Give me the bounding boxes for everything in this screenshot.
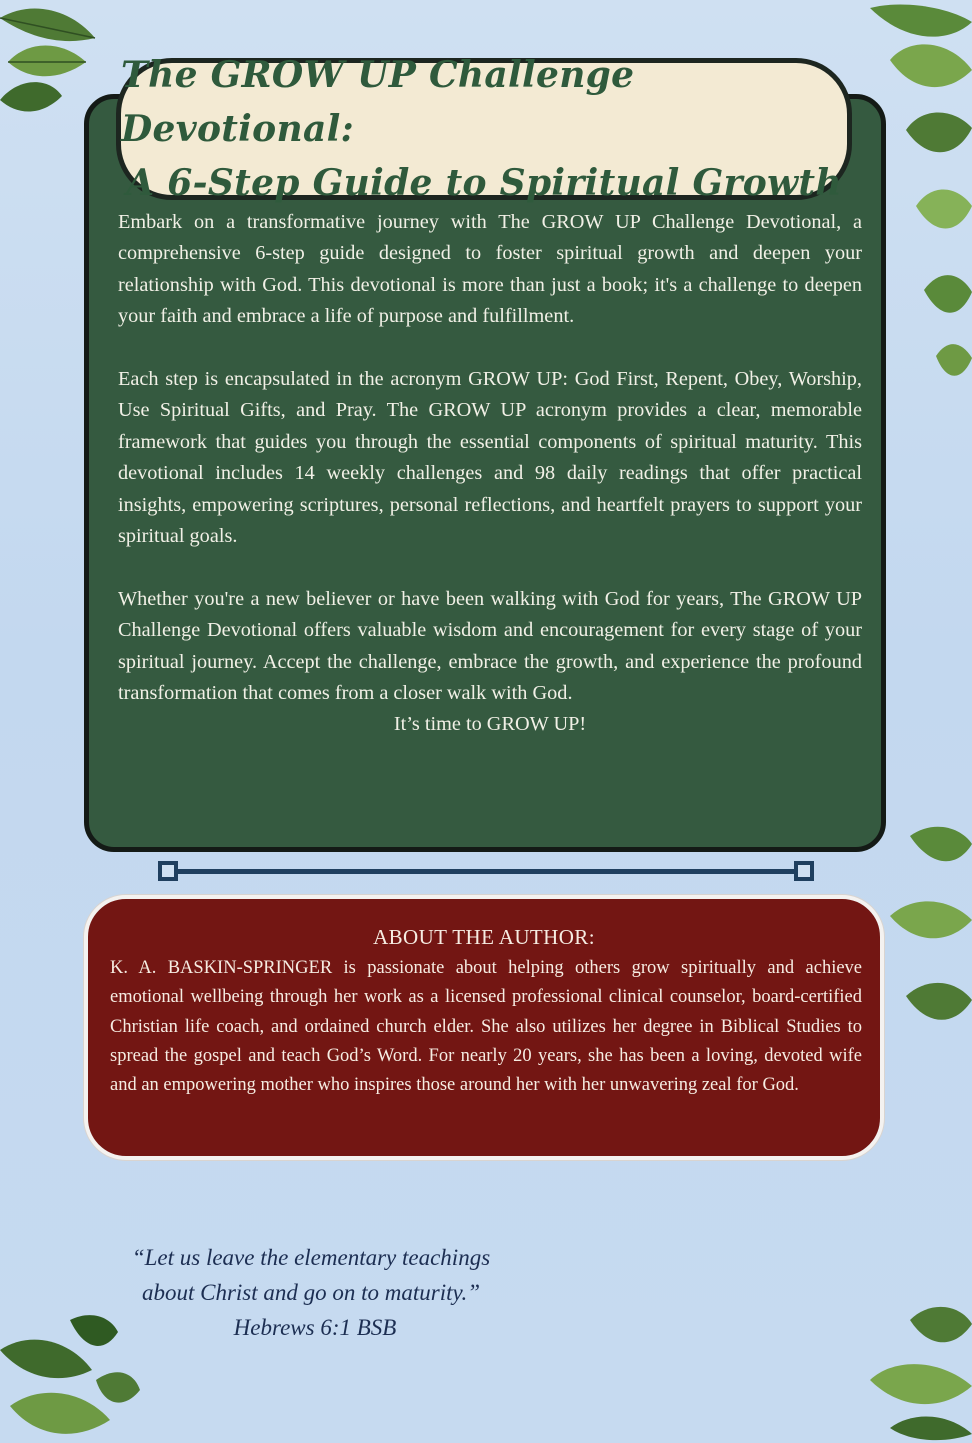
author-heading: ABOUT THE AUTHOR: [373,925,595,949]
quote-line-2: about Christ and go on to maturity.” [141,1280,480,1305]
right-middle-leaves-icon [880,820,972,1050]
author-panel [84,895,884,1160]
scripture-quote [96,1240,526,1345]
quote-line-1: “Let us leave the elementary teachings [131,1245,491,1270]
description-tagline: It’s time to GROW UP! [393,713,587,736]
section-divider [170,869,802,874]
quote-reference: Hebrews 6:1 BSB [233,1315,397,1340]
author-bio: K. A. BASKIN-SPRINGER is passionate about helping others grow spiritually and achieve emotional wellbeing through her work as a licensed professional clinical counselor, board-certified Christian life coach, and ordained church elder. She also utilizes her degree in Biblical Studies to spread the gospel and teach God’s Word. For nearly 20 years, she has been a loving, devoted wife and an empowering mother who inspires those around her with her unwavering zeal for God. [110,958,862,1096]
book-title-line-2: A 6-Step Guide to Spiritual Growth [126,162,842,204]
description-body [118,207,862,741]
bottom-right-leaves-icon [850,1300,972,1443]
description-paragraph-3: Whether you're a new believer or have been walking with God for years, The GROW UP Challenge Devotional offers valuable wisdom and encouragement for every stage of your spiritual journey. Accept the challenge, embrace the growth, and experience the profound transformation that comes from a closer walk with God. [118,587,862,705]
book-title-line-1: The GROW UP Challenge Devotional: [121,54,635,150]
description-paragraph-1: Embark on a transformative journey with The GROW UP Challenge Devotional, a comprehensive 6-step guide designed to foster spiritual growth and deepen your relationship with God. This devotional is more than just a book; it's a challenge to deepen your faith and embrace a life of purpose and fulfillment. [118,211,862,328]
divider-left-square-icon [158,861,178,881]
title-plaque [116,54,852,204]
description-paragraph-2: Each step is encapsulated in the acronym GROW UP: God First, Repent, Obey, Worship, Use Spiritual Gifts, and Pray. The GROW UP acronym provides a clear, memorable framework that guides you through the essential components of spiritual maturity. This devotional includes 14 weekly challenges and 98 daily readings that offer practical insights, empowering scriptures, personal reflections, and heartfelt prayers to support your spiritual goals. [118,368,862,548]
divider-right-square-icon [794,861,814,881]
